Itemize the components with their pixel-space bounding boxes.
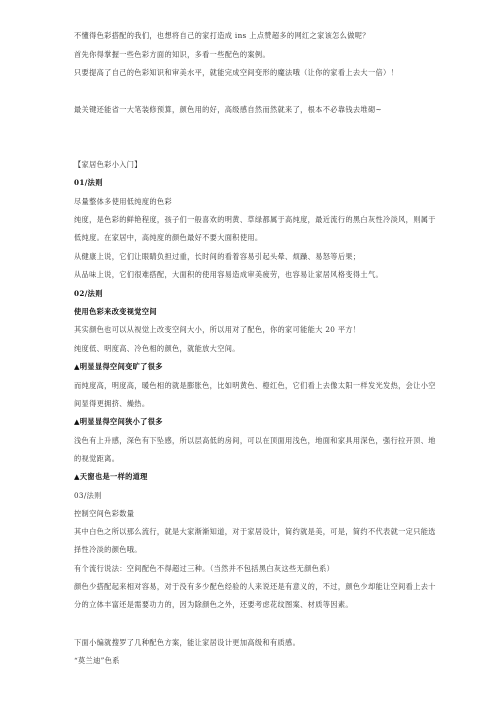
rule-03-three-colors: 有个流行说法：空间配色不得超过三种。（当然并不包括黑白灰这些无颜色系） [74,564,335,573]
subheading-morandi: “莫兰迪”色系 [74,656,120,665]
paragraph-warm-colors: 而纯度高，明度高，暖色相的就是膨胀色，比如明黄色、橙红色，它们看上去像太阳一样发光发热，会让小空间显得更拥挤、燥热。 [74,381,436,408]
rule-01-paragraph: 纯度，是色彩的鲜艳程度，孩子们一般喜欢的明黄、草绿都属于高纯度，最近流行的黑白灰性冷淡风，则属于低纯度。在家居中，高纯度的颜色最好不要大面积使用。 [74,215,436,242]
rule-03-paragraph-2: 颜色少搭配起来相对容易，对于没有多少配色经验的人来说还是有意义的，不过，颜色少却能让空间看上去十分的立体丰富还是需要功力的，因为除颜色之外，还要考虑花纹图案、材质等因素。 [74,582,436,609]
caption-space-larger: ▲明显显得空间变旷了很多 [74,362,163,371]
paragraph-light-dark: 浅色有上升感，深色有下坠感，所以层高低的房间，可以在顶面用浅色，地面和家具用深色，强行拉开顶、地的视觉距离。 [74,436,436,463]
rule-heading-01: 01/法则 [74,178,103,187]
paragraph-intro-4: 最关键还能省一大笔装修预算，颜色用的好，高级感自然而然就来了，根本不必靠钱去堆砌~ [74,105,382,114]
rule-01-subtitle: 尽量整体多使用低纯度的色彩 [74,197,172,206]
paragraph-intro-3: 只要提高了自己的色彩知识和审美水平，就能完成空间变形的魔法哦（让你的家看上去大一倍）！ [74,68,399,77]
paragraph-schemes-intro: 下面小编就搜罗了几种配色方案，能让家居设计更加高级和有质感。 [74,638,301,647]
section-title-color-intro: 【家居色彩小入门】 [74,160,142,169]
rule-02-paragraph: 其实颜色也可以从视觉上改变空间大小，所以用对了配色，你的家可能能大 20 平方！ [74,325,361,334]
rule-03-subtitle: 控制空间色彩数量 [74,509,135,518]
rule-heading-03: 03/法则 [74,491,102,500]
caption-skylight: ▲天窗也是一样的道理 [74,472,148,481]
paragraph-intro: 不懂得色彩搭配的我们，也想将自己的家打造成 ins 上点赞超多的网红之家该怎么做呢？ [74,31,370,40]
rule-02-paragraph-2: 纯度低、明度高、冷色相的颜色，就能放大空间。 [74,344,240,353]
rule-02-title: 使用色彩来改变视觉空间 [74,307,157,316]
rule-03-paragraph: 其中白色之所以那么流行，就是大家渐渐知道，对于家居设计，简约就是美，可是，简约不代表就一定只能选择性冷淡的颜色哦。 [74,527,436,554]
rule-01-health-paragraph: 从健康上说，它们让眼睛负担过重，长时间的看着容易引起头晕、烦躁、易怒等后果； [74,252,361,261]
rule-01-taste-paragraph: 从品味上说，它们很难搭配，大面积的使用容易造成审美疲劳，也容易让家居风格变得土气。 [74,270,384,279]
caption-space-smaller: ▲明显显得空间狭小了很多 [74,417,163,426]
paragraph-intro-2: 首先你得掌握一些色彩方面的知识，多看一些配色的案例。 [74,50,270,59]
rule-heading-02: 02/法则 [74,289,103,298]
